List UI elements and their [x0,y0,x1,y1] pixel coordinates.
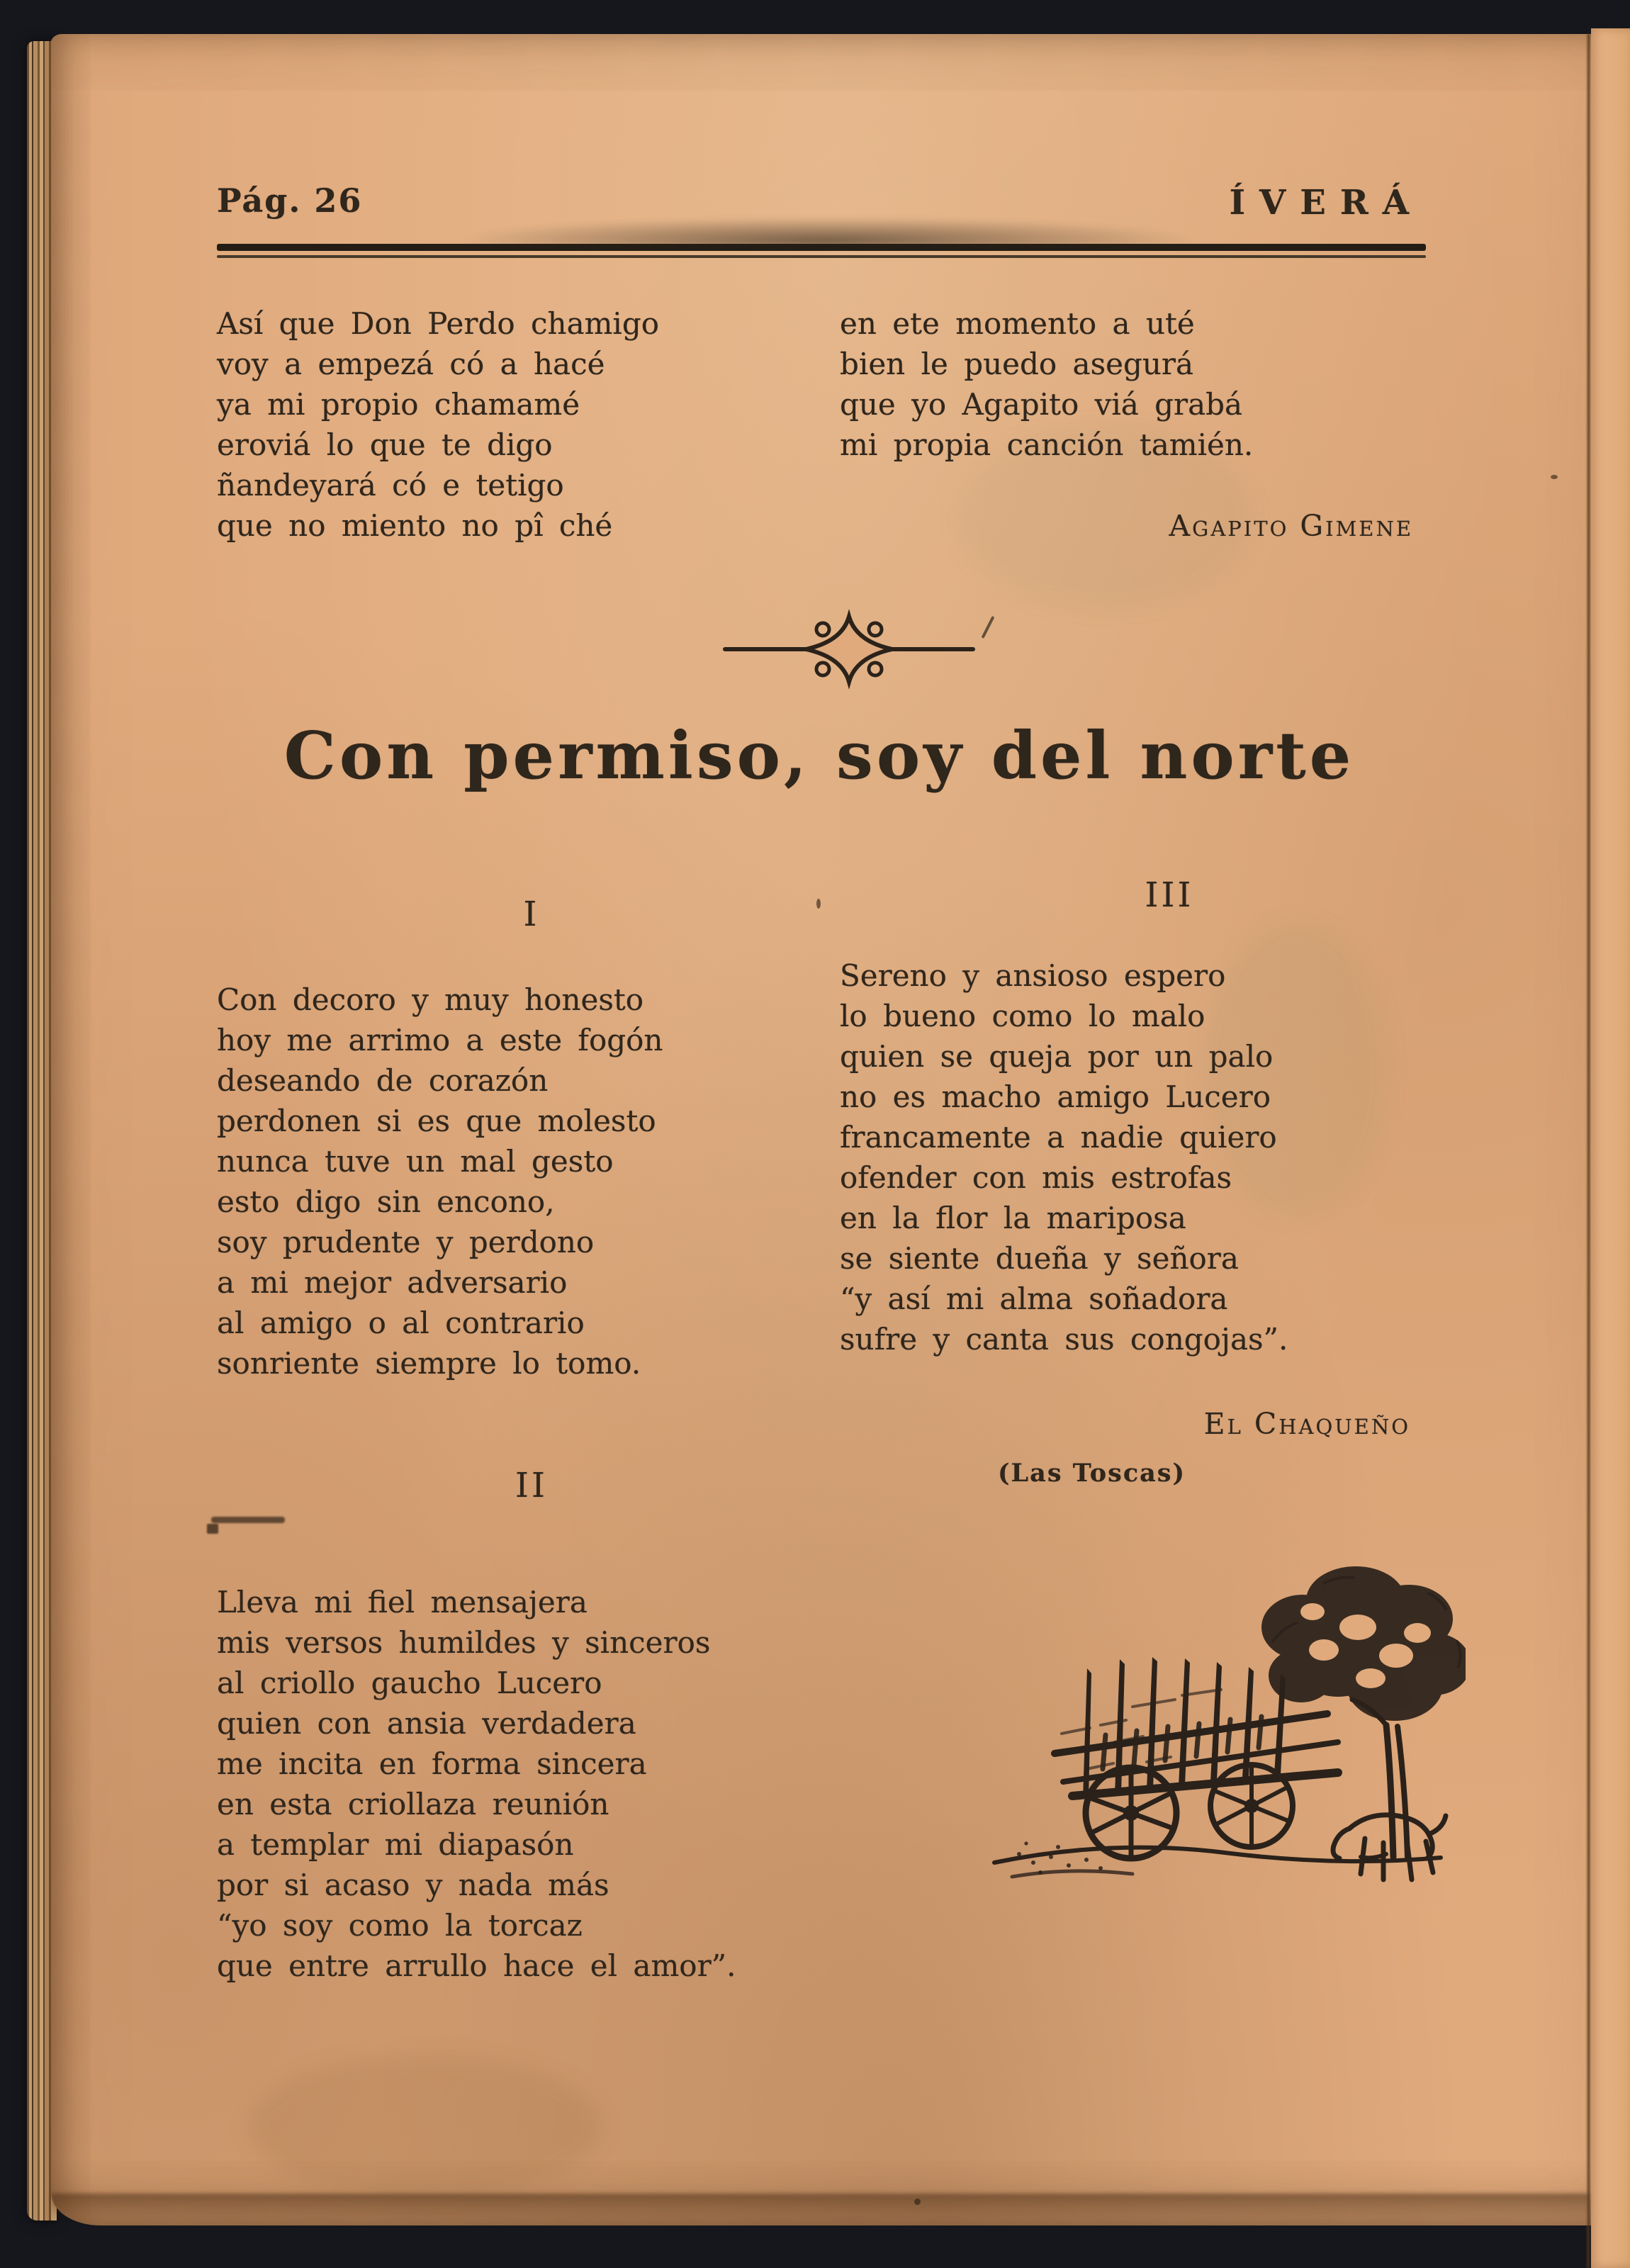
verse-line: Sereno y ansioso espero [840,958,1226,993]
verse-line: en la flor la mariposa [840,1201,1186,1235]
ink-smudge [211,1517,285,1523]
verse-line: ofender con mis estrofas [840,1160,1232,1195]
page-crease-line [1586,34,1591,2268]
verse-line: a mi mejor adversario [217,1265,568,1300]
section-2-verse [217,1582,736,1986]
verse-line: en ete momento a uté [840,306,1195,341]
verse-line: “y así mi alma soñadora [840,1281,1228,1316]
verse-line: quien con ansia verdadera [217,1706,636,1741]
verse-attribution-agapito: Agapito Gimene [1169,509,1413,543]
verse-line: “yo soy como la torcaz [217,1908,583,1943]
section-heading-2: II [515,1466,548,1505]
verse-line: Así que Don Perdo chamigo [217,306,660,341]
verse-line: deseando de corazón [217,1063,549,1098]
header-rule [217,244,1426,251]
section-1-verse [217,979,663,1383]
verse-line: que entre arrullo hace el amor”. [217,1948,736,1983]
verse-line: ya mi propio chamamé [217,387,580,422]
verse-line: nunca tuve un mal gesto [217,1144,614,1179]
header-rule-thin [217,255,1426,258]
verse-line: Lleva mi fiel mensajera [217,1585,588,1619]
verse-line: mis versos humildes y sinceros [217,1625,711,1660]
verse-line: no es macho amigo Lucero [840,1079,1271,1114]
verse-line: en esta criollaza reunión [217,1787,609,1821]
adjacent-page-sliver [1591,28,1630,2268]
masthead-title: ÍVERÁ [1229,183,1423,223]
ink-speck [1551,475,1558,479]
verse-line: me incita en forma sincera [217,1746,647,1781]
ink-speck [914,2199,921,2205]
page-bottom-shadow [51,2194,1589,2229]
cart-and-tree-illustration [969,1556,1466,1897]
ink-speck [816,899,821,909]
opening-verse-right [840,303,1253,465]
verse-line: se siente dueña y señora [840,1241,1239,1276]
page-number: Pág. 26 [217,181,363,220]
section-3-verse [840,955,1288,1359]
section-heading-3: III [1145,875,1194,915]
verse-line: quien se queja por un palo [840,1039,1274,1074]
verse-line: hoy me arrimo a este fogón [217,1023,663,1057]
verse-line: lo bueno como lo malo [840,999,1205,1033]
verse-line: esto digo sin encono, [217,1184,555,1219]
verse-line: a templar mi diapasón [217,1827,574,1862]
verse-line: sufre y canta sus congojas”. [840,1322,1288,1357]
divider-ornament [719,608,979,690]
verse-line: eroviá lo que te digo [217,427,553,462]
attribution-place: (Las Toscas) [998,1459,1186,1488]
article-title: Con permiso, soy del norte [283,717,1355,794]
verse-line: francamente a nadie quiero [840,1120,1277,1155]
verse-line: que no miento no pî ché [217,508,613,543]
verse-line: soy prudente y perdono [217,1225,595,1259]
section-heading-1: I [523,894,540,934]
verse-line: perdonen si es que molesto [217,1104,656,1138]
verse-line: bien le puedo asegurá [840,347,1194,381]
article-attribution-chaqueno: El Chaqueño [1203,1407,1410,1441]
header-rule-smudge [454,217,1198,247]
ink-smudge [207,1524,218,1534]
verse-line: al amigo o al contrario [217,1306,585,1340]
verse-line: Con decoro y muy honesto [217,982,644,1017]
verse-line: ñandeyará có e tetigo [217,468,564,503]
verse-line: que yo Agapito viá grabá [840,387,1243,422]
verse-line: mi propia canción tamién. [840,427,1254,462]
verse-line: al criollo gaucho Lucero [217,1666,602,1700]
verse-line: voy a empezá có a hacé [217,347,605,381]
paper-stain [248,2055,602,2197]
opening-verse-left [217,303,659,546]
verse-line: sonriente siempre lo tomo. [217,1346,641,1381]
verse-line: por si acaso y nada más [217,1868,609,1902]
